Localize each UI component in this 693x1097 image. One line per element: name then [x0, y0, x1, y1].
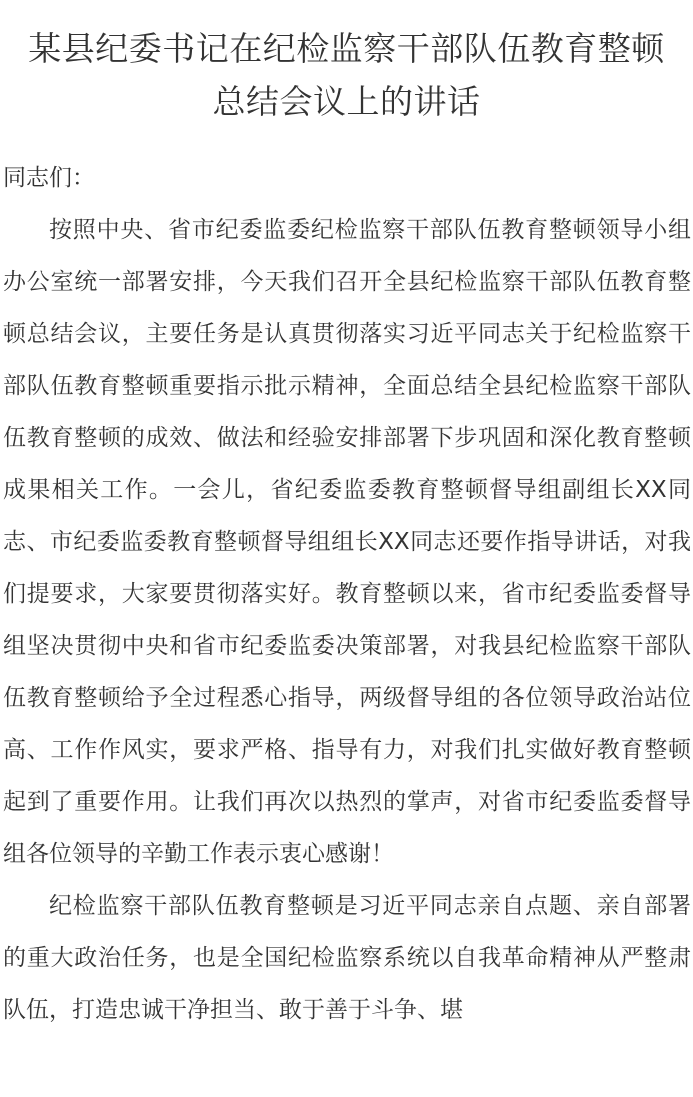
salutation: 同志们： — [3, 165, 95, 191]
document-title-line-2: 总结会议上的讲话 — [212, 82, 481, 121]
paragraph-2: 纪检监察干部队伍教育整顿是习近平同志亲自点题、亲自部署的重大政治任务，也是全国纪检监察系统以自我革命精神从严整肃队伍，打造忠诚干净担当、敢于善于斗争、堪 — [3, 893, 691, 1023]
document-title-line-1: 某县纪委书记在纪检监察干部队伍教育整顿 — [28, 29, 665, 68]
document-title — [4, 22, 689, 128]
document-body — [0, 152, 693, 1036]
paragraph-1: 按照中央、省市纪委监委纪检监察干部队伍教育整顿领导小组办公室统一部署安排，今天我们召开全县纪检监察干部队伍教育整顿总结会议，主要任务是认真贯彻落实习近平同志关于纪检监察干部队伍教育整顿重要指示批示精神，全面总结全县纪检监察干部队伍教育整顿的成效、做法和经验安排部署下步巩固和深化教育整顿成果相关工作。一会儿，省纪委监委教育整顿督导组副组长XX同志、市纪委监委教育整顿督导组组长XX同志还要作指导讲话，对我们提要求，大家要贯彻落实好。教育整顿以来，省市纪委监委督导组坚决贯彻中央和省市纪委监委决策部署，对我县纪检监察干部队伍教育整顿给予全过程悉心指导，两级督导组的各位领导政治站位高、工作作风实，要求严格、指导有力，对我们扎实做好教育整顿起到了重要作用。让我们再次以热烈的掌声，对省市纪委监委督导组各位领导的辛勤工作表示衷心感谢！ — [3, 217, 691, 867]
